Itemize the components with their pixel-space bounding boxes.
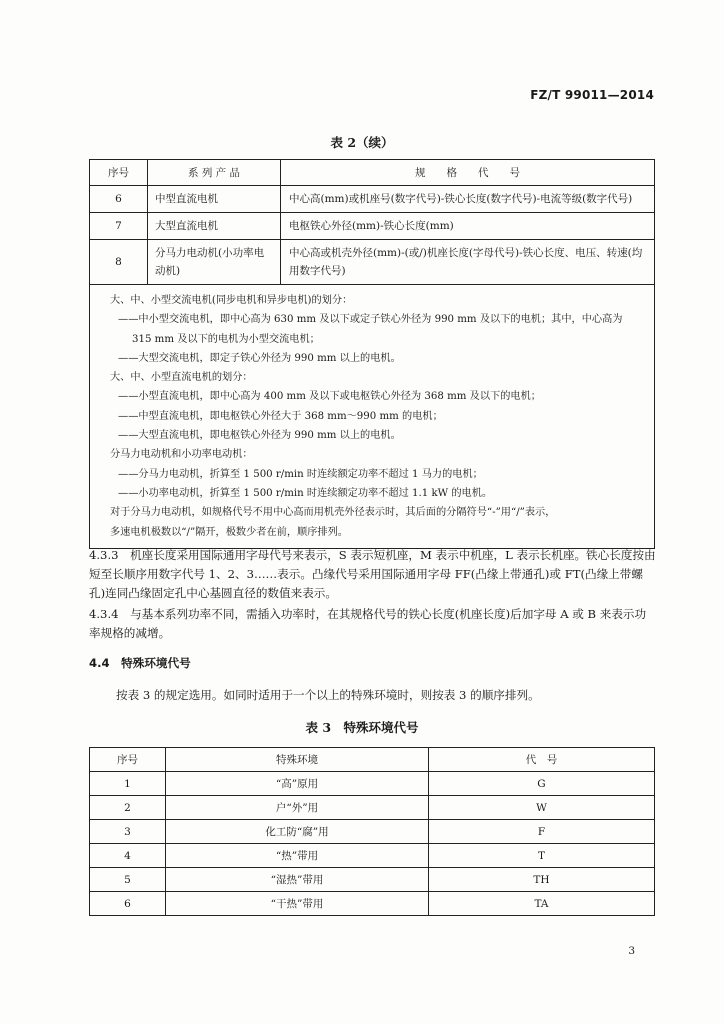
table2-row	[90, 240, 655, 285]
table3-row	[90, 820, 655, 844]
table3-row	[90, 868, 655, 892]
table3-row	[90, 796, 655, 820]
table2-cell-product: 大型直流电机	[148, 213, 281, 240]
table2-cell-code: 中心高(mm)或机座号(数字代号)-铁心长度(数字代号)-电流等级(数字代号)	[281, 186, 655, 213]
clause-4-3-4: 4.3.4 与基本系列功率不同，需插入功率时，在其规格代号的铁心长度(机座长度)后加字母 A 或 B 来表示功率规格的减增。	[89, 607, 647, 640]
note-line: ——分马力电动机，折算至 1 500 r/min 时连续额定功率不超过 1 马力的电机；	[118, 468, 483, 480]
table2	[89, 159, 655, 549]
table3-cell-env: “湿热”带用	[166, 868, 429, 892]
clause-4-3-3: 4.3.3 机座长度采用国际通用字母代号来表示，S 表示短机座，M 表示中机座，L 表示长机座。铁心长度按由短至长顺序用数字代号 1、2、3……表示。凸缘代号采用国际通用字母 FF(凸缘上带通孔)或 FT(凸缘上带螺孔)连同凸缘固定孔中心基圆直径的数值来表示。	[89, 548, 656, 600]
note-line: ——大型交流电机，即定子铁心外径为 990 mm 以上的电机。	[118, 352, 401, 364]
table2-header-product: 系 列 产 品	[148, 160, 281, 186]
table3-header-env: 特殊环境	[166, 748, 429, 772]
table3-cell-no: 2	[90, 796, 166, 820]
table2-notes-row	[90, 285, 655, 549]
note-line: ——大型直流电机，即电枢铁心外径为 990 mm 以上的电机。	[118, 430, 401, 442]
table3-cell-no: 6	[90, 892, 166, 916]
note-line: 对于分马力电动机，如规格代号不用中心高而用机壳外径表示时，其后面的分隔符号“-”用“/”表示，	[110, 507, 556, 519]
note-line: ——中小型交流电机，即中心高为 630 mm 及以下或定子铁心外径为 990 mm 及以下的电机；其中，中心高为	[118, 314, 623, 326]
table2-notes	[90, 285, 655, 549]
table3-cell-env: 户“外”用	[166, 796, 429, 820]
table3-cell-env: “热”带用	[166, 844, 429, 868]
table2-cell-code: 中心高或机壳外径(mm)-(或/)机座长度(字母代号)-铁心长度、电压、转速(均用数字代号)	[281, 240, 655, 285]
note-line: 分马力电动机和小功率电动机：	[110, 449, 253, 461]
table3-title: 表 3 特殊环境代号	[305, 720, 419, 735]
table2-cell-no: 8	[90, 240, 148, 285]
table3-cell-no: 4	[90, 844, 166, 868]
table2-cell-product: 中型直流电机	[148, 186, 281, 213]
table2-cell-no: 6	[90, 186, 148, 213]
table2-row	[90, 186, 655, 213]
note-line: 多速电机极数以“/”隔开，极数少者在前，顺序排列。	[110, 526, 348, 538]
section-4-4-heading: 4.4 特殊环境代号	[89, 656, 191, 670]
table2-header-code: 规 格 代 号	[281, 160, 655, 186]
table3-cell-env: 化工防“腐”用	[166, 820, 429, 844]
table3-header-row	[90, 748, 655, 772]
note-line: ——小功率电动机，折算至 1 500 r/min 时连续额定功率不超过 1.1 kW 的电机。	[118, 487, 493, 499]
table2-cell-no: 7	[90, 213, 148, 240]
table2-header-no: 序号	[90, 160, 148, 186]
table3-cell-code: TA	[429, 892, 655, 916]
table3	[89, 747, 655, 916]
table3-header-code: 代 号	[429, 748, 655, 772]
table3-cell-code: TH	[429, 868, 655, 892]
table3-cell-code: W	[429, 796, 655, 820]
table3-cell-code: G	[429, 772, 655, 796]
note-line: 大、中、小型直流电机的划分：	[110, 372, 253, 384]
table3-row	[90, 892, 655, 916]
table3-cell-no: 1	[90, 772, 166, 796]
table3-header-no: 序号	[90, 748, 166, 772]
table3-cell-no: 3	[90, 820, 166, 844]
note-line: ——小型直流电机，即中心高为 400 mm 及以下或电枢铁心外径为 368 mm 及以下的电机；	[118, 391, 541, 403]
table2-title: 表 2（续）	[330, 135, 394, 150]
table2-cell-product: 分马力电动机(小功率电动机)	[148, 240, 281, 285]
table3-cell-env: “高”原用	[166, 772, 429, 796]
table2-cell-code: 电枢铁心外径(mm)-铁心长度(mm)	[281, 213, 655, 240]
page-number: 3	[628, 945, 635, 957]
note-line: 315 mm 及以下的电机为小型交流电机；	[132, 333, 320, 345]
table3-cell-env: “干热”带用	[166, 892, 429, 916]
note-line: ——中型直流电机，即电枢铁心外径大于 368 mm～990 mm 的电机；	[118, 410, 443, 422]
table3-cell-code: T	[429, 844, 655, 868]
table3-row	[90, 844, 655, 868]
note-line: 大、中、小型交流电机(同步电机和异步电机)的划分：	[110, 295, 353, 306]
section-4-4-text: 按表 3 的规定选用。如同时适用于一个以上的特殊环境时，则按表 3 的顺序排列。	[116, 688, 540, 702]
table2-row	[90, 213, 655, 240]
table3-row	[90, 772, 655, 796]
standard-code: FZ/T 99011—2014	[530, 88, 654, 102]
table3-cell-no: 5	[90, 868, 166, 892]
table3-cell-code: F	[429, 820, 655, 844]
table2-header-row	[90, 160, 655, 186]
